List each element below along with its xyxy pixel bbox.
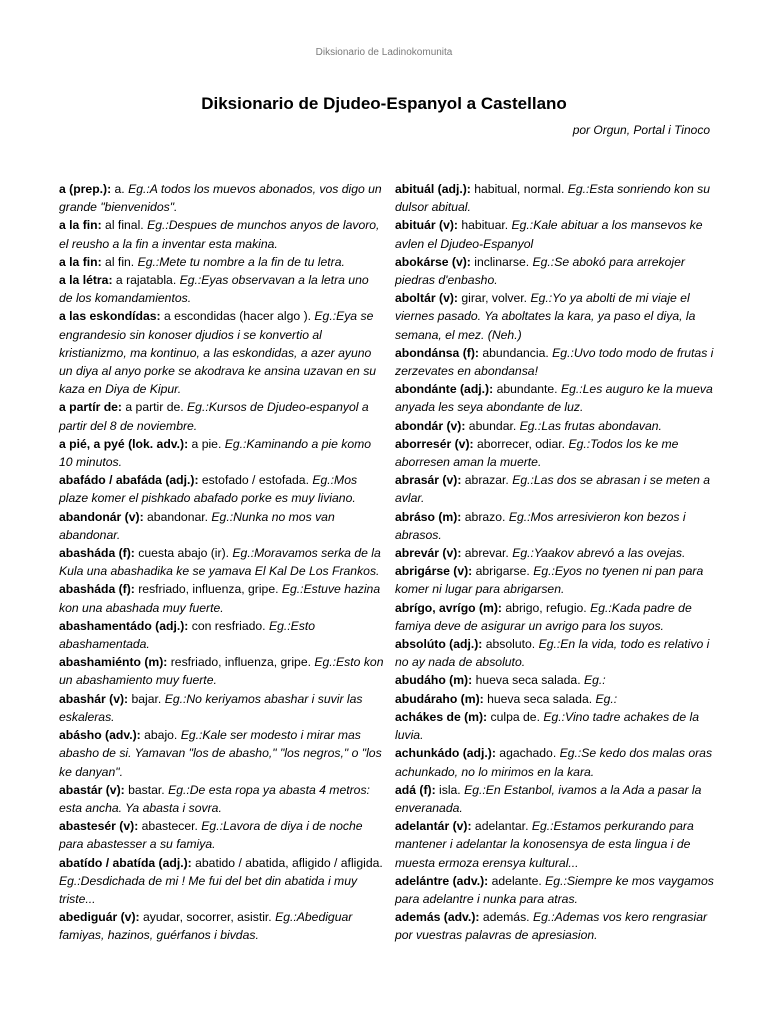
entry-term: abrígo, avrígo (m): [395,600,502,615]
entry-term: abondánsa (f): [395,345,479,360]
entry-example: Eg.:Kale ser modesto i mirar mas abasho de si. Yamavan "los de abasho," "los negros," o "los ke danyan". [59,728,382,779]
entry-term: abudáho (m): [395,673,473,688]
entry-term: abondánte (adj.): [395,382,494,397]
entry-definition: abandonar. [143,509,212,524]
entry-term: abrigárse (v): [395,564,473,579]
entry-term: abásho (adv.): [59,728,141,743]
entry-example: Eg.:Mete tu nombre a la fin de tu letra. [137,254,345,269]
entry-term: a la fin: [59,254,102,269]
entry-example: Eg.: [583,673,606,688]
entry-definition: además. [479,910,533,925]
entry-example: Eg.:Mos plaze komer el pishkado abafado porke es muy liviano. [59,473,358,506]
entry-term: abondár (v): [395,418,466,433]
dictionary-entry [59,690,385,726]
entry-term: abrasár (v): [395,473,462,488]
entry-example: Eg.:Vino tadre achakes de la luvia. [395,709,699,743]
dictionary-entry [59,216,385,252]
entry-term: aboltár (v): [395,291,458,306]
dictionary-entry [395,872,715,908]
entry-term: abatído / abatída (adj.): [59,855,192,870]
entry-definition: al fin. [101,254,138,269]
entry-definition: abrazar. [461,473,513,488]
dictionary-entry [395,599,715,635]
entry-example: Eg.:Yo ya abolti de mi viaje el viernes pasado. Ya aboltates la kara, ya paso el diya, la semana, el mez. (Neh.) [395,291,696,342]
entry-definition: abrigarse. [472,564,534,579]
entry-example: Eg.:No keriyamos abashar i suvir las eskaleras. [59,691,363,724]
dictionary-entry [59,908,385,944]
dictionary-entry [395,671,715,689]
entry-definition: a pie. [188,436,225,451]
entry-example: Eg.:Kaminando a pie komo 10 minutos. [59,436,372,470]
entry-term: abashamentádo (adj.): [59,618,189,633]
entry-definition: a escondidas (hacer algo ). [160,309,315,324]
entry-example: Eg.:Yaakov abrevó a las ovejas. [512,546,686,561]
dictionary-entry [59,617,385,653]
entry-definition: culpa de. [487,709,544,724]
entry-term: abudáraho (m): [395,691,484,706]
entry-example: Eg.:Moravamos serka de la Kula una abashadika ke se yamava El Kal De Los Frankos. [59,546,381,579]
entry-example: Eg.:Nunka no mos van abandonar. [59,509,335,542]
running-header: Diksionario de Ladinokomunita [315,47,453,58]
entry-term: a (prep.): [59,182,112,196]
entry-example: Eg.:Esta sonriendo kon su dulsor abitual. [395,182,711,215]
entry-term: absolúto (adj.): [395,637,483,652]
dictionary-entry [395,344,715,380]
right-column [395,180,715,945]
entry-term: achákes de (m): [395,709,488,724]
entry-term: abastár (v): [59,782,125,797]
entry-definition: absoluto. [482,637,539,652]
entry-example: Eg.:Se abokó para arrekojer piedras d'enbasho. [395,254,685,288]
dictionary-entry [59,307,385,398]
entry-term: abastesér (v): [59,819,139,834]
entry-definition: habituar. [457,218,512,233]
entry-definition: adelantar. [471,819,532,834]
entry-definition: agachado. [495,746,560,761]
entry-example: Eg.:De esta ropa ya abasta 4 metros: esta ancha. Ya abasta i sovra. [59,782,370,815]
dictionary-entry [59,580,385,616]
dictionary-entry [395,817,715,872]
entry-term: adelantár (v): [395,819,472,834]
dictionary-entry [395,908,715,944]
entry-definition: adelante. [488,873,546,888]
entry-term: adelántre (adv.): [395,873,489,888]
dictionary-entry [59,726,385,781]
dictionary-entry [395,562,715,598]
dictionary-entry [395,471,715,507]
entry-definition: resfriado, influenza, gripe. [167,655,315,670]
entry-definition: abastecer. [138,819,202,834]
entry-term: abediguár (v): [59,910,140,925]
entry-example: Eg.:Todos los ke me aborresen aman la muerte. [395,436,679,470]
entry-definition: abrazo. [461,509,509,524]
dictionary-entry [59,508,385,544]
entry-term: abasháda (f): [59,582,135,597]
entry-definition: a. [111,182,129,196]
entry-example: Eg.:En la vida, todo es relativo i no ay nada de absoluto. [395,637,710,670]
entry-term: abokárse (v): [395,254,471,269]
entry-example: Eg.:Las frutas abondavan. [519,418,662,433]
dictionary-entry [59,471,385,507]
entry-example: Eg.:Abediguar famiyas, hazinos, guérfanos i bivdas. [59,910,353,943]
entry-example: Eg.: [595,691,618,706]
entry-example: Eg.:Esto kon un abashamiento muy fuerte. [59,655,384,688]
entry-term: abasháda (f): [59,546,135,561]
entry-example: Eg.:Estamos perkurando para mantener i adelantar la konosensya de esta lingua i de muesta ermoza erensya kultural... [395,819,694,870]
entry-example: Eg.:Mos arresivieron kon bezos i abrasos. [395,509,686,542]
entry-example: Eg.:Lavora de diya i de noche para abastesser a su famiya. [59,819,363,852]
entry-definition: abundar. [465,418,520,433]
entry-term: abráso (m): [395,509,462,524]
entry-term: abituár (v): [395,218,458,233]
entry-term: abashamiénto (m): [59,655,168,670]
entry-definition: bastar. [124,782,169,797]
entry-definition: con resfriado. [188,618,269,633]
entry-example: Eg.:Se kedo dos malas oras achunkado, no lo mirimos en la kara. [395,746,713,779]
entry-term: abandonár (v): [59,509,144,524]
entry-definition: abundancia. [478,345,553,360]
dictionary-entry [59,854,385,909]
entry-definition: abrevar. [461,546,513,561]
entry-example: Eg.:Eya se engrandesio sin konoser djudios i se konvertio al kristianizmo, ma kontinuo, a las eskondidas, a azer ayuno un diya al anyo porke se akodrava ke ansina uzavan en su kaza en Diya de Kipur. [59,309,377,397]
page-title: Diksionario de Djudeo-Espanyol a Castellano [201,94,567,113]
entry-definition: isla. [435,782,465,797]
entry-definition: abrigo, refugio. [502,600,591,615]
entry-term: además (adv.): [395,910,480,925]
entry-example: Eg.:Kursos de Djudeo-espanyol a partir del 8 de noviembre. [59,400,369,433]
dictionary-entry [59,544,385,580]
entry-example: Eg.:A todos los muevos abonados, vos digo un grande "bienvenidos". [59,182,382,215]
entry-term: abafádo / abafáda (adj.): [59,473,199,488]
entry-definition: a rajatabla. [112,273,180,288]
entry-example: Eg.:En Estanbol, ivamos a la Ada a pasar la enveranada. [395,782,702,815]
dictionary-entry [395,216,715,252]
dictionary-entry [395,635,715,671]
entry-term: a la fin: [59,218,102,233]
entry-definition: al final. [101,218,148,233]
dictionary-entry [59,817,385,853]
entry-term: a partír de: [59,400,122,415]
entry-example: Eg.:Eyas observavan a la letra uno de los komandamientos. [59,273,369,306]
entry-definition: abatido / abatida, afligido / afligida. [191,855,383,870]
entry-definition: inclinarse. [470,254,533,269]
dictionary-entry [395,781,715,817]
dictionary-entry [395,544,715,562]
dictionary-entry [395,253,715,289]
entry-definition: bajar. [128,691,165,706]
dictionary-entry [395,180,715,216]
entry-example: Eg.:Siempre ke mos vaygamos para adelantre i nunka para atras. [395,873,714,906]
entry-definition: abundante. [493,382,561,397]
entry-example: Eg.:Las dos se abrasan i se meten a avlar. [395,473,711,506]
entry-definition: resfriado, influenza, gripe. [134,582,282,597]
entry-example: Eg.:Kale abituar a los mansevos ke avlen el Djudeo-Espanyol [395,218,703,251]
entry-definition: hueva seca salada. [472,673,584,688]
entry-term: abrevár (v): [395,546,462,561]
entry-term: abituál (adj.): [395,182,471,196]
entry-term: abashár (v): [59,691,129,706]
dictionary-entry [395,508,715,544]
entry-term: a las eskondídas: [59,309,161,324]
entry-definition: hueva seca salada. [483,691,596,706]
dictionary-entry [395,708,715,744]
entry-example: Eg.:Uvo todo modo de frutas i zerzevates en abondansa! [395,345,714,379]
entry-definition: habitual, normal. [470,182,568,196]
dictionary-entry [59,253,385,271]
dictionary-entry [395,744,715,780]
entry-example: Eg.:Esto abashamentada. [59,618,316,652]
dictionary-entry [395,380,715,416]
dictionary-entry [395,435,715,471]
entry-definition: cuesta abajo (ir). [134,546,233,561]
authors-line: por Orgun, Portal i Tinoco [572,123,710,137]
left-column [59,180,385,945]
dictionary-entry [59,435,385,471]
entry-definition: girar, volver. [457,291,531,306]
entry-definition: aborrecer, odiar. [473,436,569,451]
entry-example: Eg.:Estuve hazina kon una abashada muy fuerte. [59,582,381,615]
entry-definition: a partir de. [122,400,188,415]
entry-example: Eg.:Desdichada de mi ! Me fui del bet din abatida i muy triste... [59,873,358,906]
entry-definition: abajo. [140,728,181,743]
entry-term: aborresér (v): [395,436,474,451]
entry-example: Eg.:Kada padre de famiya deve de asigurar un avrigo para los suyos. [395,600,692,633]
dictionary-entry [59,271,385,307]
entry-term: a pié, a pyé (lok. adv.): [59,436,189,451]
dictionary-entry [59,398,385,434]
entry-example: Eg.:Les auguro ke la mueva anyada les seya abondante de luz. [395,382,713,415]
dictionary-entry [59,180,385,216]
dictionary-entry [59,653,385,689]
entry-term: a la létra: [59,273,113,288]
entry-term: adá (f): [395,782,436,797]
entry-definition: estofado / estofada. [198,473,313,488]
entry-definition: ayudar, socorrer, asistir. [139,910,276,925]
entry-example: Eg.:Despues de munchos anyos de lavoro, el reusho a la fin a inventar esta makina. [59,218,380,251]
dictionary-entry [59,781,385,817]
dictionary-entry [395,690,715,708]
entry-example: Eg.:Ademas vos kero rengrasiar por vuestras palavras de apresiasion. [395,910,708,943]
entry-term: achunkádo (adj.): [395,746,496,761]
dictionary-entry [395,289,715,344]
entry-example: Eg.:Eyos no tyenen ni pan para komer ni lugar para abrigarsen. [395,564,704,597]
dictionary-entry [395,417,715,435]
